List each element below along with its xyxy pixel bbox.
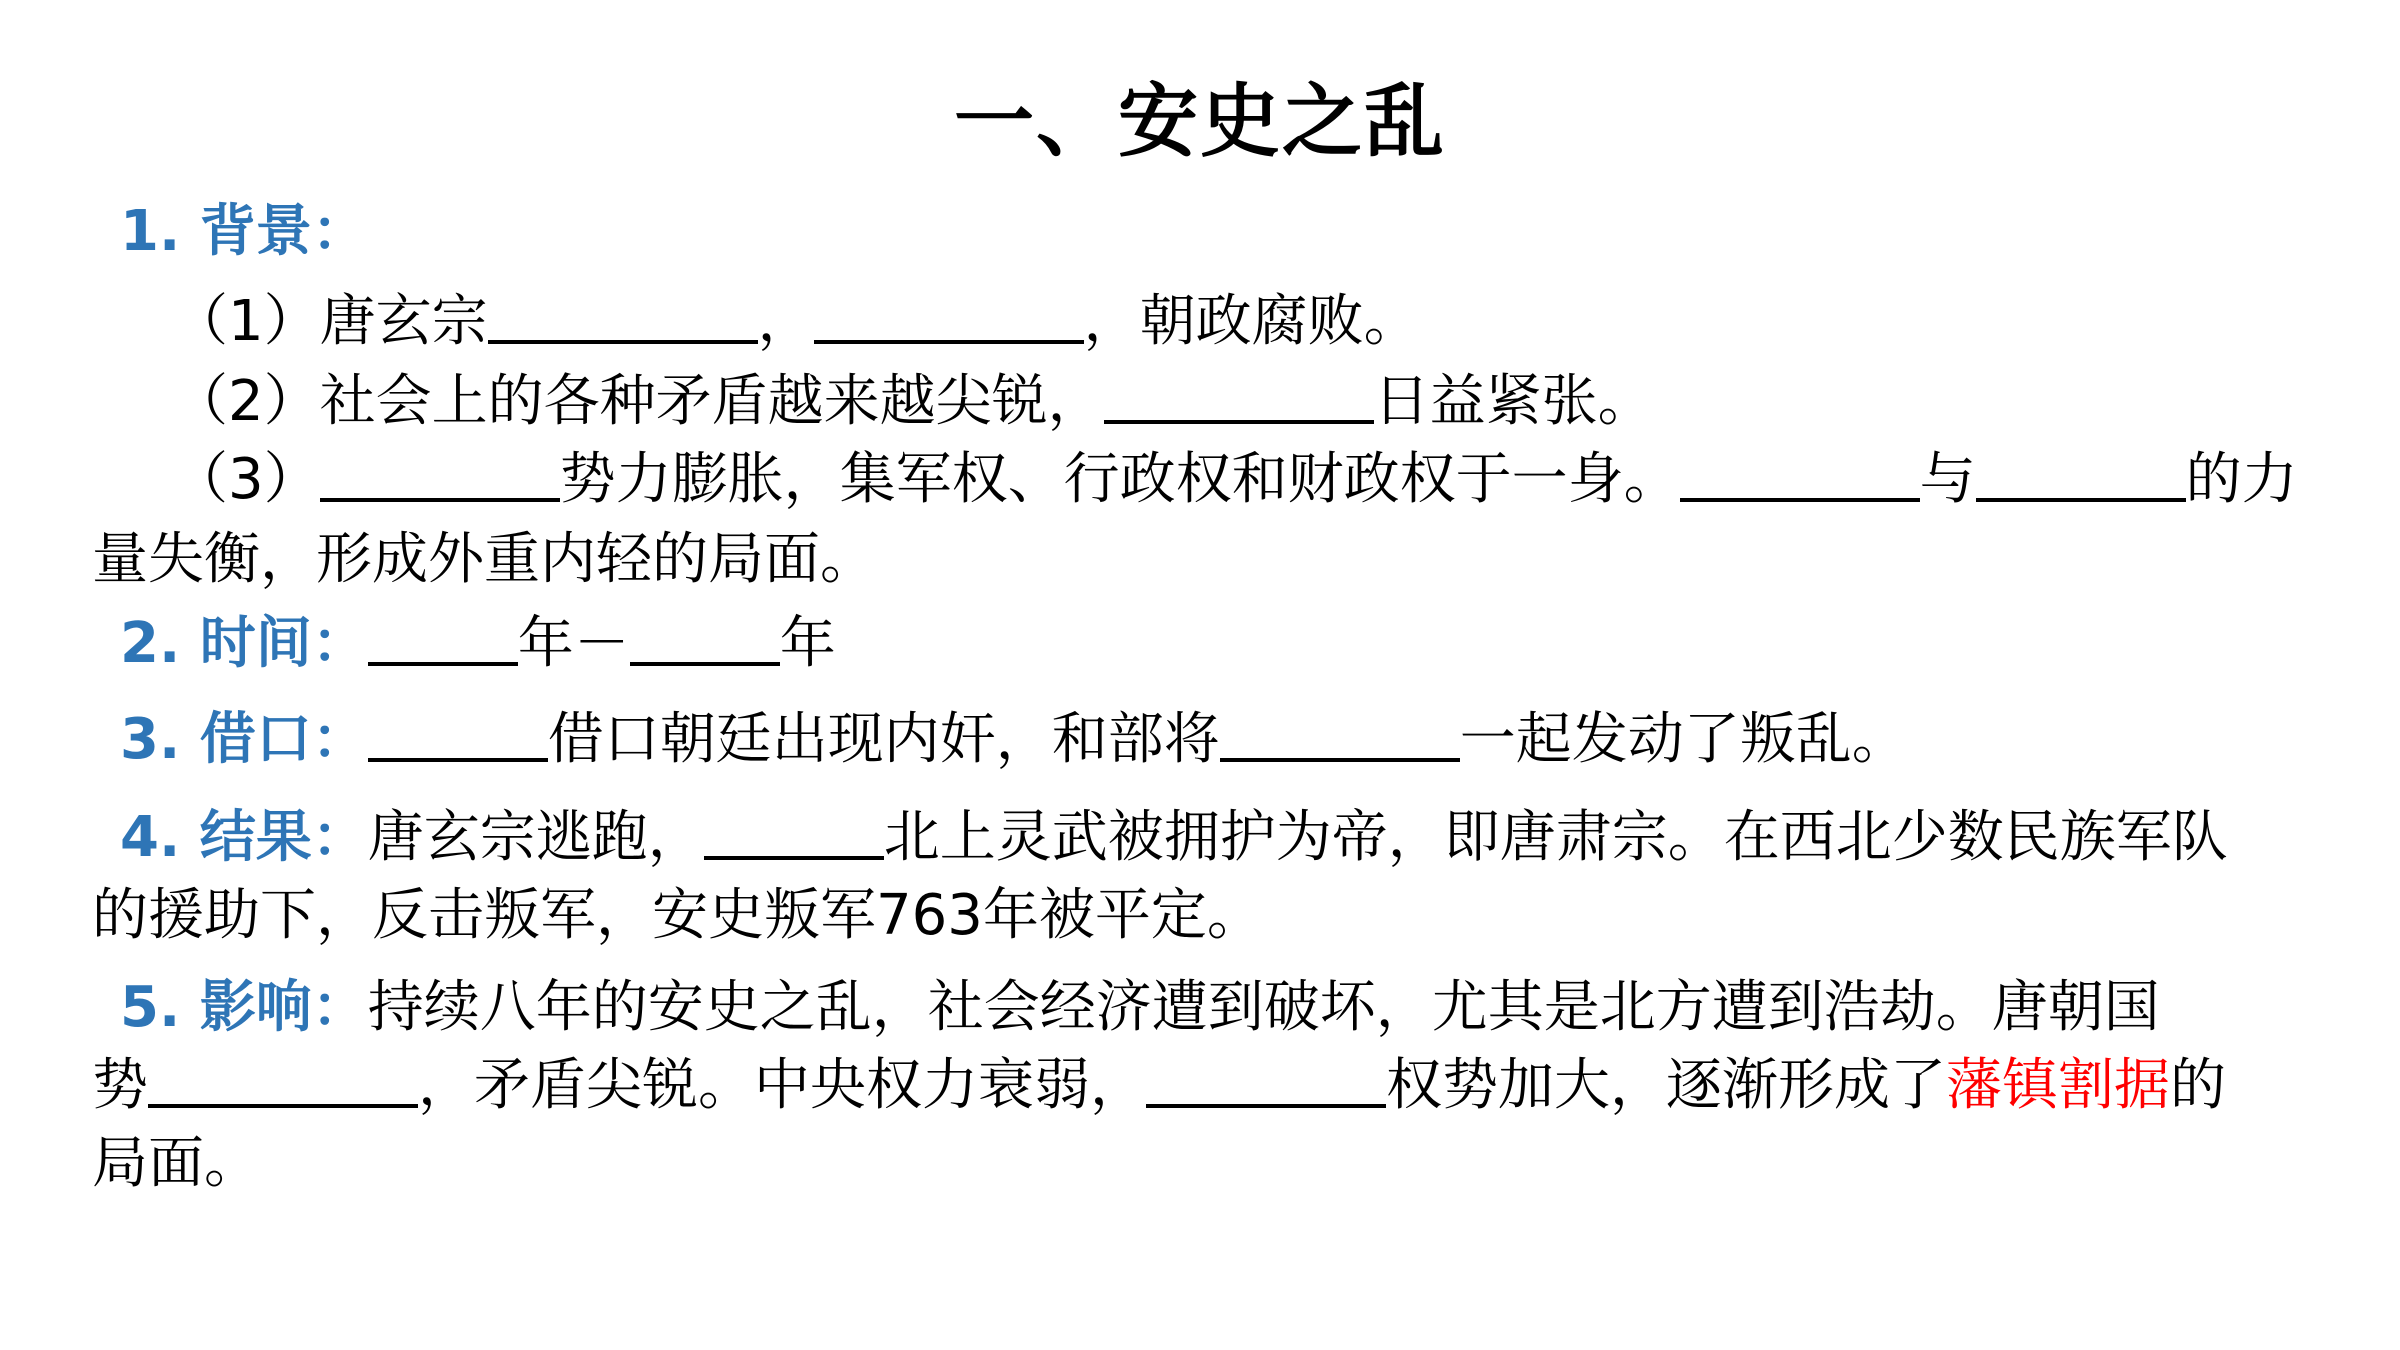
item-text: （2）社会上的各种矛盾越来越尖锐， bbox=[172, 369, 1104, 434]
fill-in-blank bbox=[1680, 448, 1920, 502]
item-text: 的援助下，反击叛军，安史叛军763年被平定。 bbox=[92, 883, 1263, 948]
section-heading: 5. 影响： bbox=[120, 975, 368, 1040]
section-impact-line-2 bbox=[92, 1046, 2226, 1126]
section-impact bbox=[120, 968, 2160, 1048]
item-text: 与 bbox=[1919, 447, 1976, 512]
section-time bbox=[120, 604, 836, 684]
fill-in-blank bbox=[320, 448, 560, 502]
item-text: 势力膨胀，集军权、行政权和财政权于一身。 bbox=[559, 447, 1680, 512]
item-text: 量失衡，形成外重内轻的局面。 bbox=[92, 527, 876, 592]
item-text: 的 bbox=[2170, 1053, 2226, 1118]
item-text: 唐玄宗逃跑， bbox=[367, 805, 704, 870]
section-heading: 4. 结果： bbox=[120, 805, 368, 870]
section-pretext bbox=[120, 700, 1908, 780]
fill-in-blank bbox=[1976, 448, 2186, 502]
fill-in-blank bbox=[368, 612, 518, 666]
item-text: 年 bbox=[779, 611, 836, 676]
fill-in-blank bbox=[1146, 1054, 1386, 1108]
fill-in-blank bbox=[704, 806, 884, 860]
item-text: ，朝政腐败。 bbox=[1083, 289, 1420, 354]
section-result-continued bbox=[92, 876, 1263, 956]
item-text: （1）唐玄宗 bbox=[172, 289, 488, 354]
item-text: 势 bbox=[92, 1053, 148, 1118]
item-text: 一起发动了叛乱。 bbox=[1459, 707, 1908, 772]
item-text: ， bbox=[757, 289, 814, 354]
fill-in-blank bbox=[1104, 370, 1374, 424]
fill-in-blank bbox=[630, 612, 780, 666]
slide-title: 一、安史之乱 bbox=[954, 75, 1446, 168]
item-text: ，矛盾尖锐。中央权力衰弱， bbox=[418, 1053, 1146, 1118]
item-text: （3） bbox=[172, 447, 320, 512]
highlight-text: 藩镇割据 bbox=[1946, 1053, 2170, 1118]
item-text: 的力 bbox=[2185, 447, 2298, 512]
item-text: 年－ bbox=[517, 611, 630, 676]
item-text: 权势加大，逐渐形成了 bbox=[1386, 1053, 1946, 1118]
item-text: 局面。 bbox=[92, 1131, 260, 1196]
fill-in-blank bbox=[814, 290, 1084, 344]
section-background-heading-line bbox=[120, 192, 368, 272]
fill-in-blank bbox=[1220, 708, 1460, 762]
background-item-3-continued bbox=[92, 520, 876, 600]
section-heading: 1. 背景： bbox=[120, 199, 368, 264]
section-heading: 2. 时间： bbox=[120, 611, 368, 676]
fill-in-blank bbox=[488, 290, 758, 344]
background-item-1 bbox=[172, 282, 1420, 362]
item-text: 日益紧张。 bbox=[1373, 369, 1654, 434]
background-item-3 bbox=[172, 440, 2298, 520]
section-result bbox=[120, 798, 2228, 878]
fill-in-blank bbox=[368, 708, 548, 762]
item-text: 持续八年的安史之乱，社会经济遭到破坏，尤其是北方遭到浩劫。唐朝国 bbox=[367, 975, 2160, 1040]
item-text: 北上灵武被拥护为帝，即唐肃宗。在西北少数民族军队 bbox=[883, 805, 2228, 870]
section-impact-line-3 bbox=[92, 1124, 260, 1204]
background-item-2 bbox=[172, 362, 1654, 442]
section-heading: 3. 借口： bbox=[120, 707, 368, 772]
item-text: 借口朝廷出现内奸，和部将 bbox=[547, 707, 1220, 772]
fill-in-blank bbox=[148, 1054, 418, 1108]
